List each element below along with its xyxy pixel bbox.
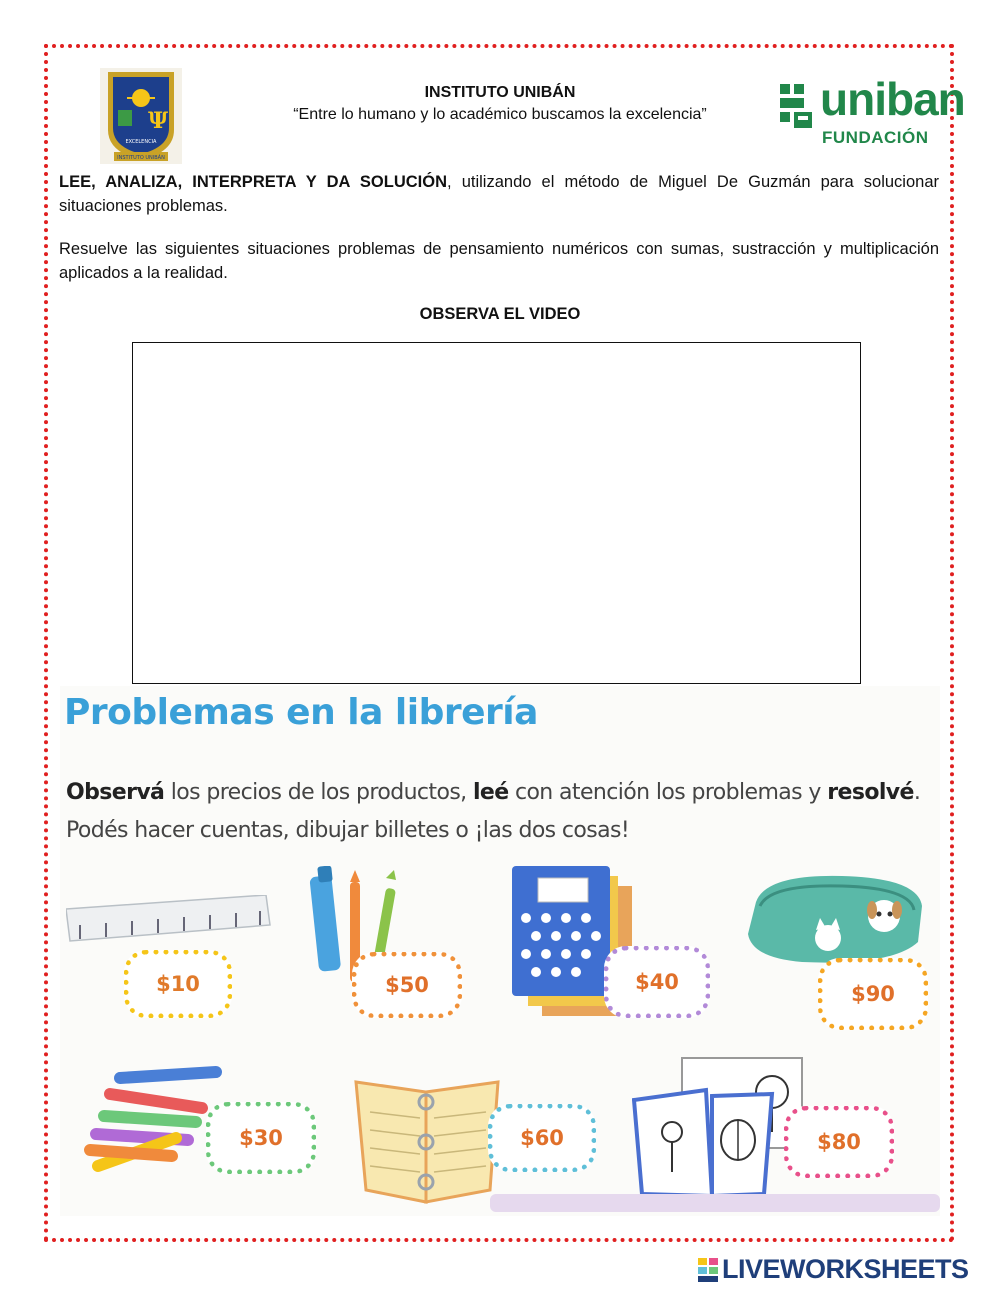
video-embed-box[interactable] bbox=[132, 342, 861, 684]
svg-text:INSTITUTO UNIBÁN: INSTITUTO UNIBÁN bbox=[117, 155, 165, 161]
svg-text:Ψ: Ψ bbox=[148, 108, 169, 134]
instruction-paragraph-1: LEE, ANALIZA, INTERPRETA Y DA SOLUCIÓN, utilizando el método de Miguel De Guzmán para solucionar situaciones problemas. bbox=[59, 173, 939, 215]
institute-name: INSTITUTO UNIBÁN bbox=[424, 84, 576, 101]
liveworksheets-wordmark: LIVEWORKSHEETS bbox=[722, 1254, 969, 1284]
ruler-image bbox=[66, 895, 272, 955]
liveworksheets-icon bbox=[698, 1258, 718, 1282]
price-tag-ruler: $10 bbox=[124, 950, 232, 1018]
library-title: Problemas en la librería bbox=[64, 692, 538, 733]
svg-text:EXCELENCIA: EXCELENCIA bbox=[125, 139, 157, 145]
ring-binder-image bbox=[354, 1072, 502, 1206]
video-heading: OBSERVA EL VIDEO bbox=[419, 305, 581, 323]
brand-name: uniban bbox=[820, 73, 965, 125]
coloring-book-image bbox=[632, 1054, 808, 1202]
instruction-bold: LEE, ANALIZA, INTERPRETA Y DA SOLUCIÓN bbox=[59, 173, 447, 191]
price-tag-notebooks: $40 bbox=[604, 946, 710, 1018]
liveworksheets-logo bbox=[698, 1254, 996, 1286]
price-tag-pencil-case: $90 bbox=[818, 958, 928, 1030]
price-tag-ring-binder: $60 bbox=[488, 1104, 596, 1172]
uniban-mark-icon bbox=[776, 80, 816, 132]
colored-pencils-image bbox=[76, 1064, 222, 1184]
pencil-case-image bbox=[742, 872, 928, 968]
library-intro: Observá los precios de los productos, leé con atención los problemas y resolvé. Podés hacer cuentas, dibujar billetes o ¡las dos cosas! bbox=[66, 780, 921, 843]
uniban-logo bbox=[776, 73, 965, 148]
brand-subtitle: FUNDACIÓN bbox=[822, 128, 929, 147]
shelf-decoration bbox=[490, 1194, 940, 1212]
price-tag-colored-pencils: $30 bbox=[206, 1102, 316, 1174]
price-tag-markers: $50 bbox=[352, 952, 462, 1018]
institute-crest-logo bbox=[100, 68, 182, 164]
instruction-paragraph-2: Resuelve las siguientes situaciones problemas de pensamiento numéricos con sumas, sustracción y multiplicación aplicados a la realidad. bbox=[59, 240, 939, 282]
institute-motto: “Entre lo humano y lo académico buscamos la excelencia” bbox=[293, 106, 707, 123]
price-tag-coloring-book: $80 bbox=[784, 1106, 894, 1178]
